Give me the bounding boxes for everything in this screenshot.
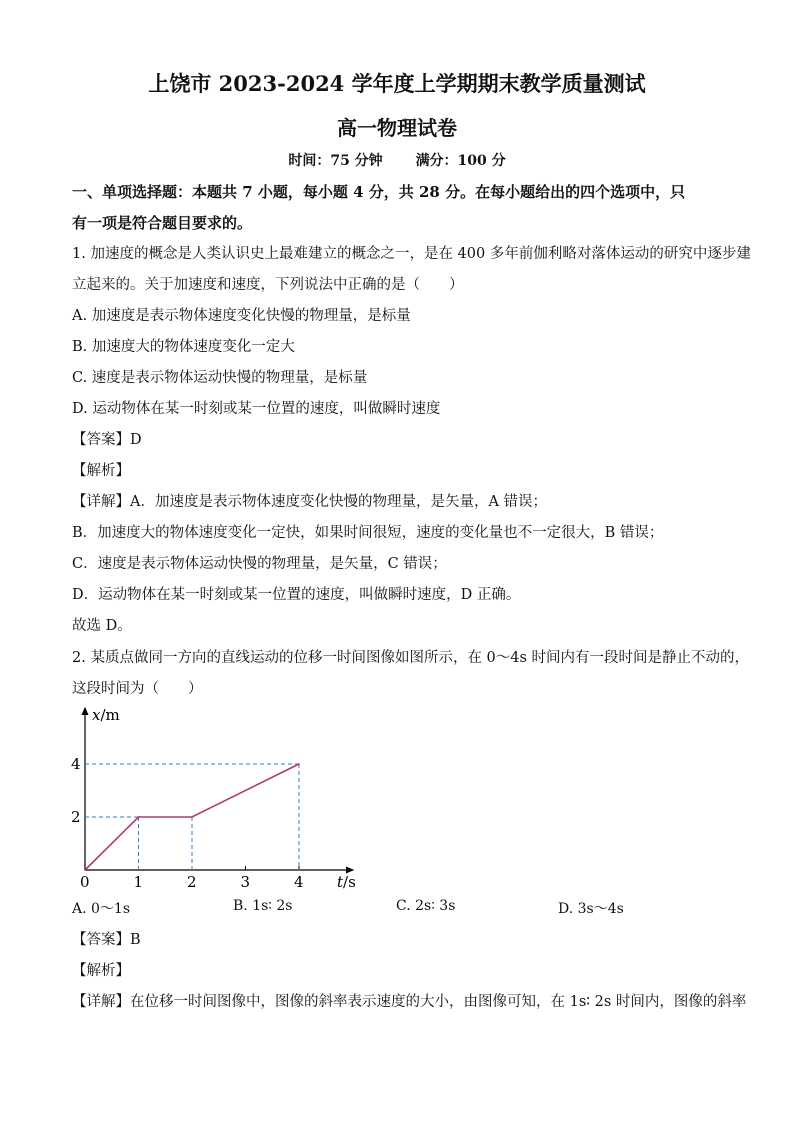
q2-answer: 【答案】B (72, 932, 141, 948)
x-axis-label: t/s (337, 873, 356, 891)
q1-stem-line1: 1. 加速度的概念是人类认识史上最难建立的概念之一，是在 400 多年前伽利略对落体运动的研究中逐步建 (72, 246, 751, 262)
q1-detail-line2: B．加速度大的物体速度变化一定快，如果时间很短，速度的变化量也不一定很大，B 错误； (72, 525, 664, 541)
q2-detail-line1: 【详解】在位移一时间图像中，图像的斜率表示速度的大小，由图像可知，在 1s∶ 2s 时间内，图像的斜率 (72, 994, 747, 1010)
x-tick-label-0: 0 (80, 873, 90, 891)
data-point-1 (138, 816, 140, 818)
position-time-chart (60, 700, 380, 900)
q2-option-b: B. 1s∶ 2s (233, 898, 293, 914)
q2-analysis-label: 【解析】 (72, 963, 130, 979)
q1-detail-line4: D．运动物体在某一时刻或某一位置的速度，叫做瞬时速度，D 正确。 (72, 587, 521, 603)
y-tick-label-2: 2 (71, 808, 81, 826)
x-tick-label-2: 2 (187, 873, 197, 891)
exam-score: 满分：100 分 (415, 153, 506, 169)
q2-stem-line2: 这段时间为（ ） (72, 681, 203, 697)
y-tick-label-4: 4 (71, 755, 81, 773)
y-axis-label: x/m (92, 706, 120, 724)
q2-option-d: D. 3s～4s (558, 901, 624, 917)
q2-option-c: C. 2s∶ 3s (396, 898, 456, 914)
x-tick-label-4: 4 (294, 873, 304, 891)
data-point-0 (84, 869, 86, 871)
exam-subtitle: 高一物理试卷 (337, 116, 457, 140)
q1-analysis-label: 【解析】 (72, 463, 130, 479)
data-point-2 (191, 816, 193, 818)
q1-option-c: C. 速度是表示物体运动快慢的物理量，是标量 (72, 370, 368, 386)
q1-detail-line3: C．速度是表示物体运动快慢的物理量，是矢量，C 错误； (72, 556, 447, 572)
q1-option-a: A. 加速度是表示物体速度变化快慢的物理量，是标量 (72, 308, 411, 324)
q1-option-b: B. 加速度大的物体速度变化一定大 (72, 339, 295, 355)
data-point-3 (298, 763, 300, 765)
exam-meta (0, 150, 794, 170)
q1-stem-line2: 立起来的。关于加速度和速度，下列说法中正确的是（ ） (72, 277, 464, 293)
q1-detail-line1: 【详解】A．加速度是表示物体速度变化快慢的物理量，是矢量，A 错误； (72, 494, 548, 510)
q2-stem-line1: 2. 某质点做同一方向的直线运动的位移一时间图像如图所示，在 0～4s 时间内有一段时间是静止不动的， (72, 650, 750, 666)
x-tick-label-3: 3 (240, 873, 251, 891)
q2-option-a: A. 0～1s (72, 901, 131, 917)
q1-answer: 【答案】D (72, 432, 142, 448)
q1-option-d: D. 运动物体在某一时刻或某一位置的速度，叫做瞬时速度 (72, 401, 441, 417)
q1-conclusion: 故选 D。 (72, 618, 132, 634)
exam-title: 上饶市 2023-2024 学年度上学期期末教学质量测试 (148, 71, 646, 96)
section-heading-line2: 有一项是符合题目要求的。 (72, 214, 253, 232)
x-tick-label-1: 1 (133, 873, 144, 891)
exam-time: 时间：75 分钟 (288, 153, 383, 169)
section-heading-line1: 一、单项选择题：本题共 7 小题，每小题 4 分，共 28 分。在每小题给出的四个选项中，只 (72, 183, 686, 201)
